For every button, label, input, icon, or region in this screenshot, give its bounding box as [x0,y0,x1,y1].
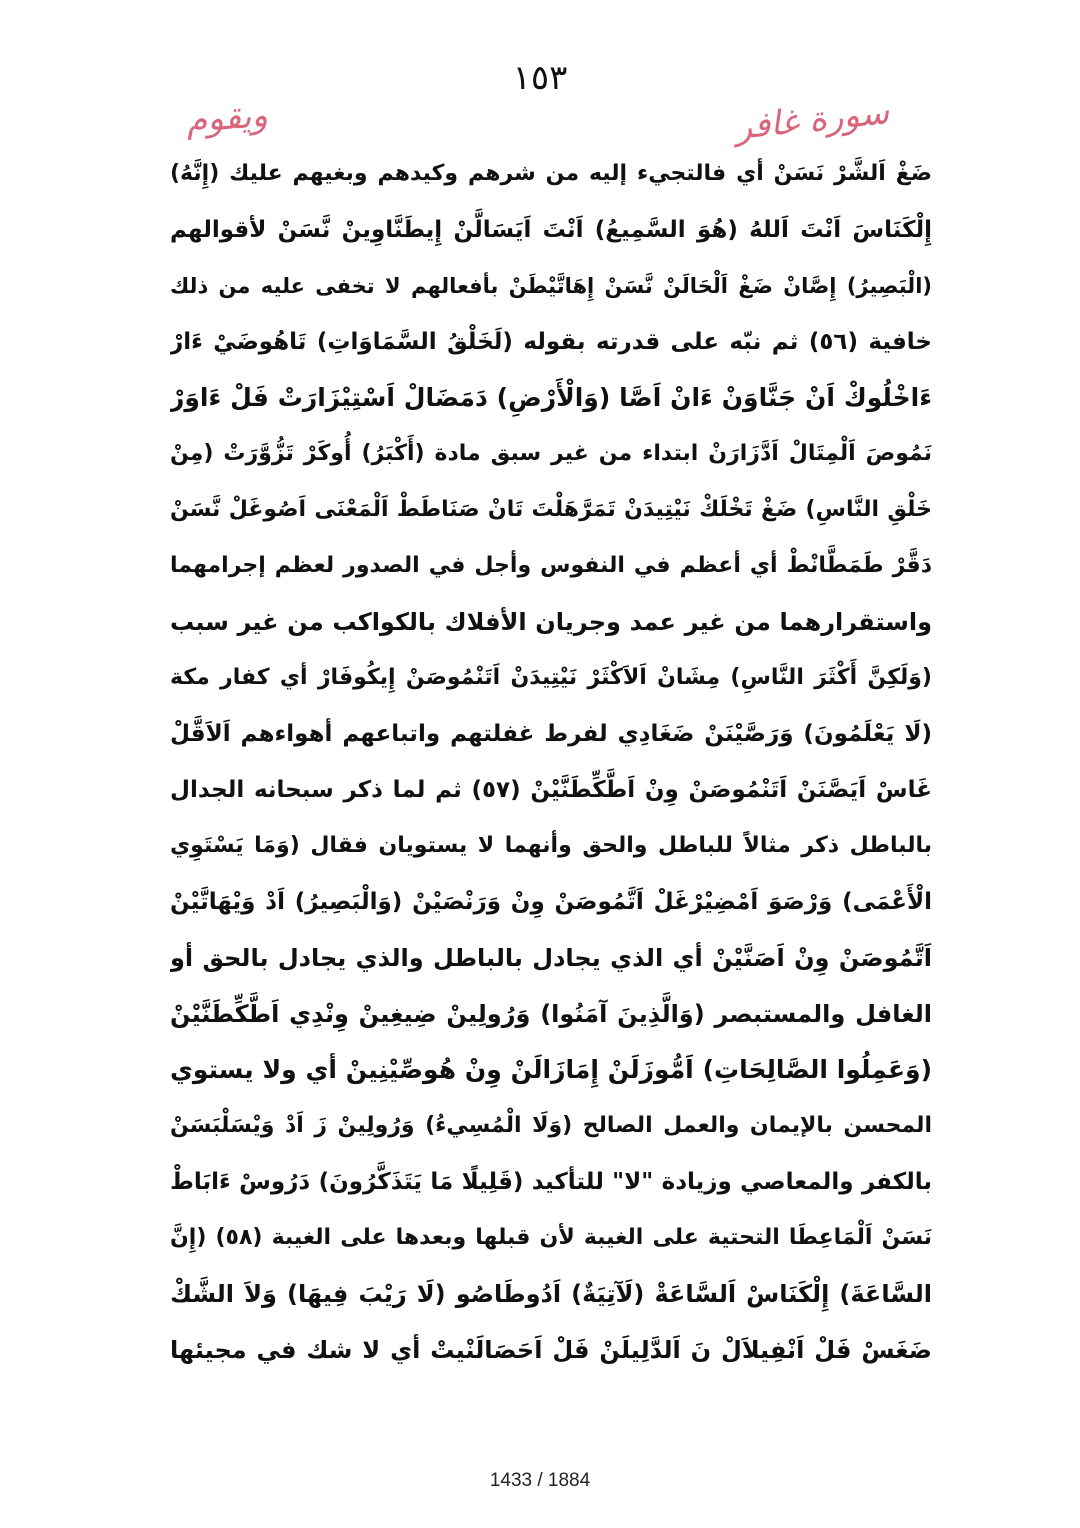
text-line: خَلْقِ النَّاسِ) ضَغْ تَخْلَكْ نَيْتِيدَنْ تَمَرَّهَلْتَ تَانْ صَنَاطَطْ اَلْمَعْنَى اَصُوغَلْ نَّسَنْ [170,497,932,522]
text-line: (وَعَمِلُوا الصَّالِحَاتِ) اَمُّوزَلَنْ إِمَازَالَنْ وِنْ هُوصِّيْنِينْ أي ولا يستوي [170,1055,932,1084]
text-line: بالكفر والمعاصي وزيادة "لا" للتأكيد (قَلِيلًا مَا يَتَذَكَّرُونَ) دَرُوسْ ءَابَاطْ [170,1169,932,1195]
text-line: اَتَّمُوصَنْ وِنْ اَصَنَّيْنْ أي الذي يجادل بالباطل والذي يجادل بالحق أو [170,944,932,972]
text-line: (الْبَصِيرُ) إِصَّانْ ضَغْ اَلْحَالَنْ نَّسَنْ إِهَاتَّيْطَنْ بأفعالهم لا تخفى عليه من ذلك [170,274,932,298]
text-line: الْأَعْمَى) وَرْصَوَ اَمْضِيْرْغَلْ اَتَّمُوصَنْ وِنْ وَرَنْصَيْنْ (وَالْبَصِيرُ) اَدْ وَيْهَاتَّيْنْ [170,889,932,915]
text-line: السَّاعَةَ) إِلْكَنَاسْ اَلسَّاعَةْ (لَآتِيَةٌ) اَدُوطَاصُو (لَا رَيْبَ فِيهَا) وَلاَ الشَّكْ [170,1280,932,1308]
text-line: دَقَّرْ طَمَطَّانْطْ أي أعظم في النفوس وأجل في الصدور لعظم إجرامهما [170,553,932,578]
margin-note-left: ويقوم [184,95,269,141]
text-line: بالباطل ذكر مثالاً للباطل والحق وأنهما لا يستويان فقال (وَمَا يَسْتَوِي [170,833,932,858]
text-line: نَسَنْ اَلْمَاعِطَا التحتية على الغيبة لأن قبلها وبعدها على الغيبة (٥٨) (إِنَّ [170,1225,932,1250]
text-line: غَاسْ اَيَصَّنَنْ اَتَنْمُوصَنْ وِنْ اَطَّكِّطَنَّيْنْ (٥٧) ثم لما ذكر سبحانه الجدال [170,777,932,803]
text-line: نَمُوصَ اَلْمِتَالْ اَدَّزَارَنْ ابتداء من غير سبق مادة (أَكْبَرُ) أُوكَرْ تَزُّوَّرَتْ (مِنْ [170,441,932,466]
page-number: ١٥٣ [512,58,568,98]
body-text [170,146,932,1378]
text-line: ءَاخْلُوكْ اَنْ جَنَّاوَنْ ءَانْ اَصَّا (وَالْأَرْضِ) دَمَضَالْ اَسْتِيْزَارَتْ فَلْ ءَاوَرْ [170,383,932,412]
page-counter: 1433 / 1884 [489,1470,591,1491]
text-line: إِلْكَنَاسَ اَنْتَ اَللهُ (هُوَ السَّمِيعُ) اَنْتَ اَيَسَالَّنْ إِيطَنَّاوِينْ نَّسَنْ لأقوالهم [170,217,932,243]
text-line: خافية (٥٦) ثم نبّه على قدرته بقوله (لَخَلْقُ السَّمَاوَاتِ) تَاهُوضَيْ ءَارْ [170,329,932,355]
text-line: (وَلَكِنَّ أَكْثَرَ النَّاسِ) مِشَانْ اَلاَكْثَرْ نَيْتِيدَنْ اَتَنْمُوصَنْ إِيكُوفَارْ أي كفار مكة [170,665,932,690]
text-line: واستقرارهما من غير عمد وجريان الأفلاك بالكواكب من غير سبب [170,608,932,636]
text-line: ضَغَسْ فَلْ اَنْفِيلاَلْ نَ اَلدَّلِيلَنْ فَلْ اَحَصَالَنْيتْ أي لا شك في مجيئها [170,1336,932,1364]
text-line: المحسن بالإيمان والعمل الصالح (وَلَا الْمُسِيءُ) وَرُولِينْ زَ اَدْ وَيْسَلْبَسَنْ [170,1113,932,1138]
margin-note-right: سورة غافر [733,92,891,148]
text-line: (لَا يَعْلَمُونَ) وَرَصَّيْنَنْ ضَغَادِي لفرط غفلتهم واتباعهم أهواءهم اَلاَقَّلْ [170,721,932,747]
text-line: الغافل والمستبصر (وَالَّذِينَ آمَنُوا) وَرُولِينْ ضِيغِينْ وِنْدِي اَطَّكِّطَنَّيْنْ [170,1000,932,1028]
text-line: ضَغْ اَلشَّرْ نَسَنْ أي فالتجيء إليه من شرهم وكيدهم وبغيهم عليك (إِنَّهُ) [170,161,932,186]
